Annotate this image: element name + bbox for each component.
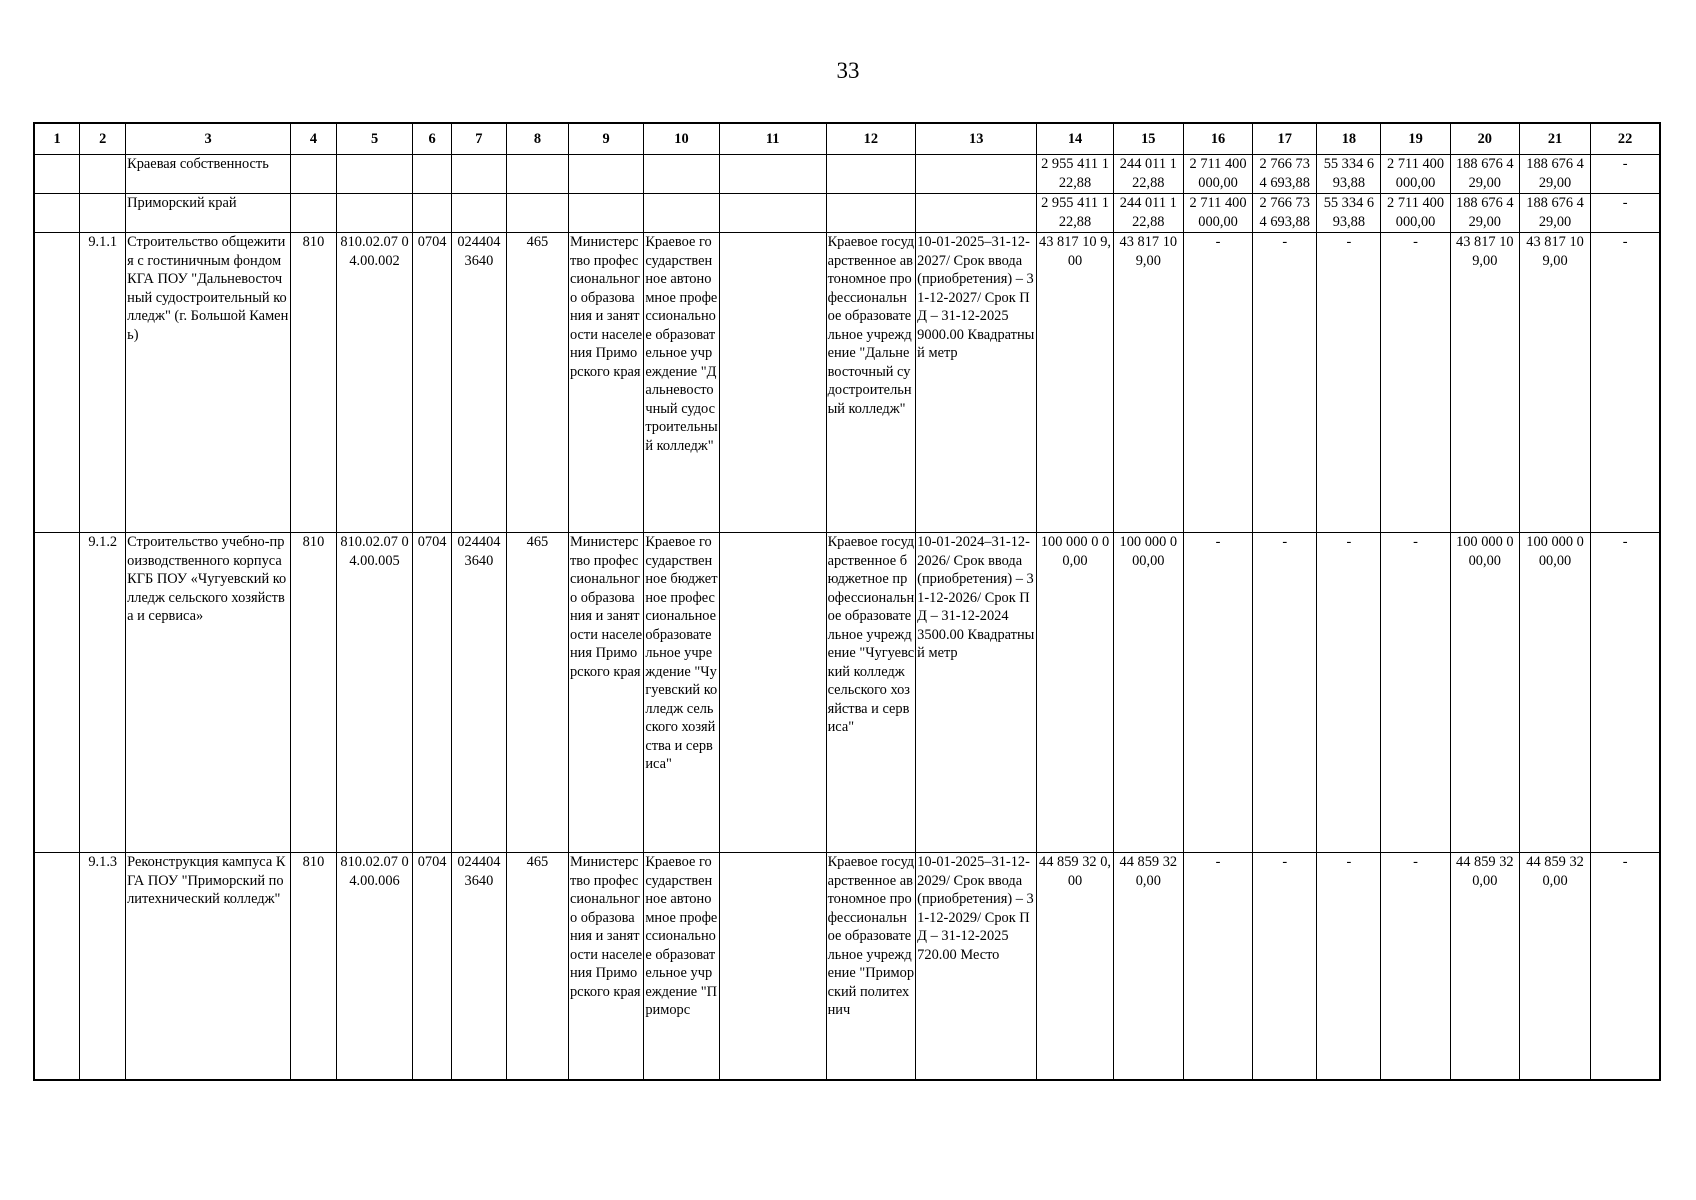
table-cell: [34, 233, 80, 533]
table-cell: -: [1591, 155, 1660, 194]
table-cell: -: [1381, 533, 1450, 853]
page-number: 33: [836, 58, 860, 83]
table-cell: 10-01-2024–31-12-2026/ Срок ввода (приобретения) – 31-12-2026/ Срок ПД – 31-12-2024 3500.00 Квадратный метр: [916, 533, 1037, 853]
table-cell: 43 817 10 9,00: [1037, 233, 1113, 533]
table-cell: 43 817 10 9,00: [1113, 233, 1183, 533]
budget-table: [33, 122, 1661, 1081]
table-cell: [644, 155, 719, 194]
table-row: [34, 155, 1660, 194]
table-cell: 465: [506, 533, 568, 853]
table-cell: 10-01-2025–31-12-2029/ Срок ввода (приобретения) – 31-12-2029/ Срок ПД – 31-12-2025 720.00 Место: [916, 853, 1037, 1081]
table-cell: [506, 194, 568, 233]
table-cell: [34, 194, 80, 233]
row-number: 9.1.3: [80, 853, 126, 1081]
table-cell: Строительство общежития с гостиничным фондом КГА ПОУ "Дальневосточный судостроительный колледж" (г. Большой Камень): [126, 233, 291, 533]
table-cell: 43 817 10 9,00: [1519, 233, 1590, 533]
table-cell: [451, 194, 506, 233]
col-header: 20: [1450, 123, 1519, 155]
table-cell: 188 676 4 29,00: [1519, 155, 1590, 194]
table-cell: Строительство учебно-производственного корпуса КГБ ПОУ «Чугуевский колледж сельского хозяйства и сервиса»: [126, 533, 291, 853]
table-cell: 810.02.07 04.00.005: [336, 533, 412, 853]
table-cell: Министерство профессионального образования и занятости населения Приморского края: [568, 233, 643, 533]
table-cell: [34, 533, 80, 853]
table-cell: Министерство профессионального образования и занятости населения Приморского края: [568, 533, 643, 853]
table-cell: [719, 853, 826, 1081]
col-header: 21: [1519, 123, 1590, 155]
table-cell: Краевое государственное бюджетное профессиональное образовательное учреждение "Чугуевский колледж сельского хозяйства и сервиса": [644, 533, 719, 853]
table-cell: [80, 155, 126, 194]
table-cell: [826, 194, 916, 233]
table-cell: 10-01-2025–31-12-2027/ Срок ввода (приобретения) – 31-12-2027/ Срок ПД – 31-12-2025 9000.00 Квадратный метр: [916, 233, 1037, 533]
table-cell: Краевое государственное автономное профессиональное образовательное учреждение "Приморский политехнич: [826, 853, 916, 1081]
table-cell: [451, 155, 506, 194]
table-cell: -: [1253, 533, 1317, 853]
table-cell: 2 711 400 000,00: [1183, 194, 1252, 233]
table-cell: 100 000 0 00,00: [1450, 533, 1519, 853]
table-cell: [336, 155, 412, 194]
table-cell: Приморский край: [126, 194, 291, 233]
table-cell: 2 955 411 122,88: [1037, 194, 1113, 233]
table-cell: 2 711 400 000,00: [1183, 155, 1252, 194]
table-cell: 44 859 32 0,00: [1113, 853, 1183, 1081]
table-cell: 024404 3640: [451, 853, 506, 1081]
table-cell: -: [1317, 233, 1381, 533]
table-cell: 244 011 1 22,88: [1113, 194, 1183, 233]
table-cell: [34, 155, 80, 194]
table-row: [34, 853, 1660, 1081]
table-cell: [413, 194, 452, 233]
table-cell: 0704: [413, 853, 452, 1081]
table-cell: 100 000 0 00,00: [1037, 533, 1113, 853]
table-row: [34, 194, 1660, 233]
table-cell: 465: [506, 853, 568, 1081]
table-cell: Краевое государственное автономное профессиональное образовательное учреждение "Дальневосточный судостроительный колледж": [644, 233, 719, 533]
table-cell: 55 334 6 93,88: [1317, 155, 1381, 194]
table-cell: -: [1591, 194, 1660, 233]
table-cell: [826, 155, 916, 194]
table-cell: Министерство профессионального образования и занятости населения Приморского края: [568, 853, 643, 1081]
col-header: 11: [719, 123, 826, 155]
table-row: [34, 233, 1660, 533]
col-header: 4: [291, 123, 337, 155]
table-cell: 43 817 10 9,00: [1450, 233, 1519, 533]
table-cell: Реконструкция кампуса КГА ПОУ "Приморский политехнический колледж": [126, 853, 291, 1081]
col-header: 3: [126, 123, 291, 155]
table-cell: 465: [506, 233, 568, 533]
col-header: 22: [1591, 123, 1660, 155]
table-cell: [336, 194, 412, 233]
table-cell: [916, 155, 1037, 194]
table-cell: [506, 155, 568, 194]
table-cell: -: [1317, 853, 1381, 1081]
table-cell: 188 676 4 29,00: [1450, 194, 1519, 233]
table-cell: 100 000 0 00,00: [1113, 533, 1183, 853]
table-cell: -: [1591, 853, 1660, 1081]
table-cell: [719, 533, 826, 853]
table-cell: [719, 194, 826, 233]
table-cell: 810.02.07 04.00.002: [336, 233, 412, 533]
table-cell: 0704: [413, 233, 452, 533]
col-header: 15: [1113, 123, 1183, 155]
table-cell: -: [1381, 853, 1450, 1081]
table-cell: 024404 3640: [451, 533, 506, 853]
table-cell: 810.02.07 04.00.006: [336, 853, 412, 1081]
table-cell: [719, 233, 826, 533]
table-cell: 2 766 73 4 693,88: [1253, 155, 1317, 194]
table-cell: -: [1183, 533, 1252, 853]
table-cell: -: [1253, 853, 1317, 1081]
table-cell: 55 334 6 93,88: [1317, 194, 1381, 233]
col-header: 2: [80, 123, 126, 155]
col-header: 16: [1183, 123, 1252, 155]
table-cell: 44 859 32 0,00: [1519, 853, 1590, 1081]
table-cell: [34, 853, 80, 1081]
col-header: 10: [644, 123, 719, 155]
table-cell: 0704: [413, 533, 452, 853]
table-cell: 2 711 400 000,00: [1381, 194, 1450, 233]
table-cell: Краевое государственное бюджетное профессиональное образовательное учреждение "Чугуевский колледж сельского хозяйства и сервиса": [826, 533, 916, 853]
row-number: 9.1.1: [80, 233, 126, 533]
table-cell: Краевая собственность: [126, 155, 291, 194]
table-cell: 810: [291, 853, 337, 1081]
table-cell: 44 859 32 0,00: [1450, 853, 1519, 1081]
col-header: 12: [826, 123, 916, 155]
table-cell: [916, 194, 1037, 233]
table-cell: 44 859 32 0,00: [1037, 853, 1113, 1081]
col-header: 8: [506, 123, 568, 155]
table-cell: -: [1317, 533, 1381, 853]
table-cell: 100 000 0 00,00: [1519, 533, 1590, 853]
table-cell: -: [1183, 233, 1252, 533]
table-cell: Краевое государственное автономное профессиональное образовательное учреждение "Дальневосточный судостроительный колледж": [826, 233, 916, 533]
table-cell: [719, 155, 826, 194]
table-cell: -: [1591, 233, 1660, 533]
header-row: [34, 123, 1660, 155]
table-row: [34, 533, 1660, 853]
table-cell: 2 711 400 000,00: [1381, 155, 1450, 194]
table-cell: [291, 194, 337, 233]
row-number: 9.1.2: [80, 533, 126, 853]
col-header: 14: [1037, 123, 1113, 155]
table-cell: [413, 155, 452, 194]
table-cell: -: [1183, 853, 1252, 1081]
col-header: 17: [1253, 123, 1317, 155]
col-header: 5: [336, 123, 412, 155]
table-cell: 810: [291, 533, 337, 853]
table-cell: -: [1591, 533, 1660, 853]
col-header: 6: [413, 123, 452, 155]
table-cell: 024404 3640: [451, 233, 506, 533]
table-cell: 188 676 4 29,00: [1519, 194, 1590, 233]
table-cell: [291, 155, 337, 194]
col-header: 19: [1381, 123, 1450, 155]
table-cell: [568, 194, 643, 233]
table-cell: [644, 194, 719, 233]
table-cell: [80, 194, 126, 233]
col-header: 13: [916, 123, 1037, 155]
col-header: 7: [451, 123, 506, 155]
table-cell: 2 955 411 122,88: [1037, 155, 1113, 194]
table-cell: -: [1253, 233, 1317, 533]
col-header: 9: [568, 123, 643, 155]
col-header: 18: [1317, 123, 1381, 155]
table-cell: 188 676 4 29,00: [1450, 155, 1519, 194]
table-cell: 2 766 73 4 693,88: [1253, 194, 1317, 233]
table-cell: -: [1381, 233, 1450, 533]
table-cell: Краевое государственное автономное профессиональное образовательное учреждение "Приморс: [644, 853, 719, 1081]
col-header: 1: [34, 123, 80, 155]
table-cell: [568, 155, 643, 194]
table-cell: 244 011 1 22,88: [1113, 155, 1183, 194]
table-cell: 810: [291, 233, 337, 533]
